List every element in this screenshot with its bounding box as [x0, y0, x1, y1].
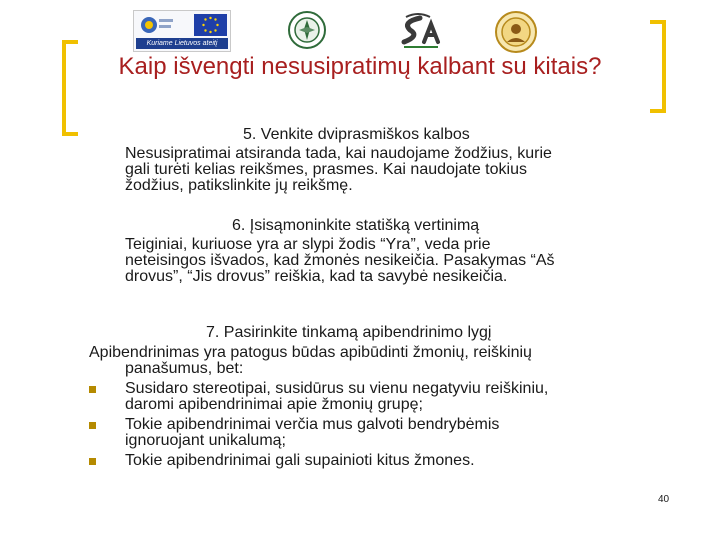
bullet-line: Tokie apibendrinimai gali supainioti kitus žmones.: [125, 452, 475, 469]
eu-flag-icon: [194, 14, 227, 36]
section-6-line: neteisingos išvados, kad žmonės nesikeičia. Pasakymas “Aš: [125, 252, 555, 269]
section-6-body: [125, 237, 685, 285]
page-number: 40: [658, 494, 670, 505]
school-emblem-icon: [494, 10, 538, 54]
section-7-line: Apibendrinimas yra patogus būdas apibūdinti žmonių, reiškinių: [89, 344, 532, 361]
section-5-line: gali turėti kelias reikšmes, prasmes. Kai naudojate tokius: [125, 161, 527, 178]
bullet-item: [89, 381, 689, 413]
slide-title: Kaip išvengti nesusipratimų kalbant su kitais?: [118, 53, 602, 80]
section-7-line: panašumus, bet:: [125, 360, 244, 377]
bullet-item: [89, 453, 689, 469]
section-7-heading: 7. Pasirinkite tinkamą apibendrinimo lygį: [206, 324, 492, 341]
university-emblem-icon: [287, 10, 327, 50]
bullet-square-icon: [89, 458, 96, 465]
section-6-line: drovus”, “Jis drovus” reiškia, kad ta savybė nesikeičia.: [125, 268, 508, 285]
sa-logo-icon: [398, 8, 442, 52]
left-bracket-decoration: [62, 40, 78, 136]
section-5-line: žodžius, patikslinkite jų reikšmę.: [125, 177, 353, 194]
bullet-item: [89, 417, 689, 449]
section-5-heading: 5. Venkite dviprasmiškos kalbos: [243, 126, 470, 143]
section-7-bullet-list: [89, 381, 689, 473]
bullet-line: ignoruojant unikalumą;: [125, 432, 286, 449]
section-6-line: Teiginiai, kuriuose yra ar slypi žodis “Yra”, veda prie: [125, 236, 491, 253]
right-bracket-decoration: [650, 20, 666, 113]
bullet-square-icon: [89, 386, 96, 393]
eu-logo-caption: Kuriame Lietuvos ateitį: [136, 38, 228, 49]
bullet-line: Tokie apibendrinimai verčia mus galvoti bendrybėmis: [125, 416, 500, 433]
ministry-emblem-icon: [138, 14, 174, 36]
section-5-body: [125, 146, 685, 194]
section-7-intro: [89, 345, 689, 377]
bullet-line: Susidaro stereotipai, susidūrus su vienu negatyviu reiškiniu,: [125, 380, 549, 397]
bullet-line: daromi apibendrinimai apie žmonių grupę;: [125, 396, 423, 413]
section-6-heading: 6. Įsisąmoninkite statišką vertinimą: [232, 217, 480, 234]
bullet-square-icon: [89, 422, 96, 429]
section-5-line: Nesusipratimai atsiranda tada, kai naudojame žodžius, kurie: [125, 145, 552, 162]
eu-funds-logo: [133, 10, 231, 52]
